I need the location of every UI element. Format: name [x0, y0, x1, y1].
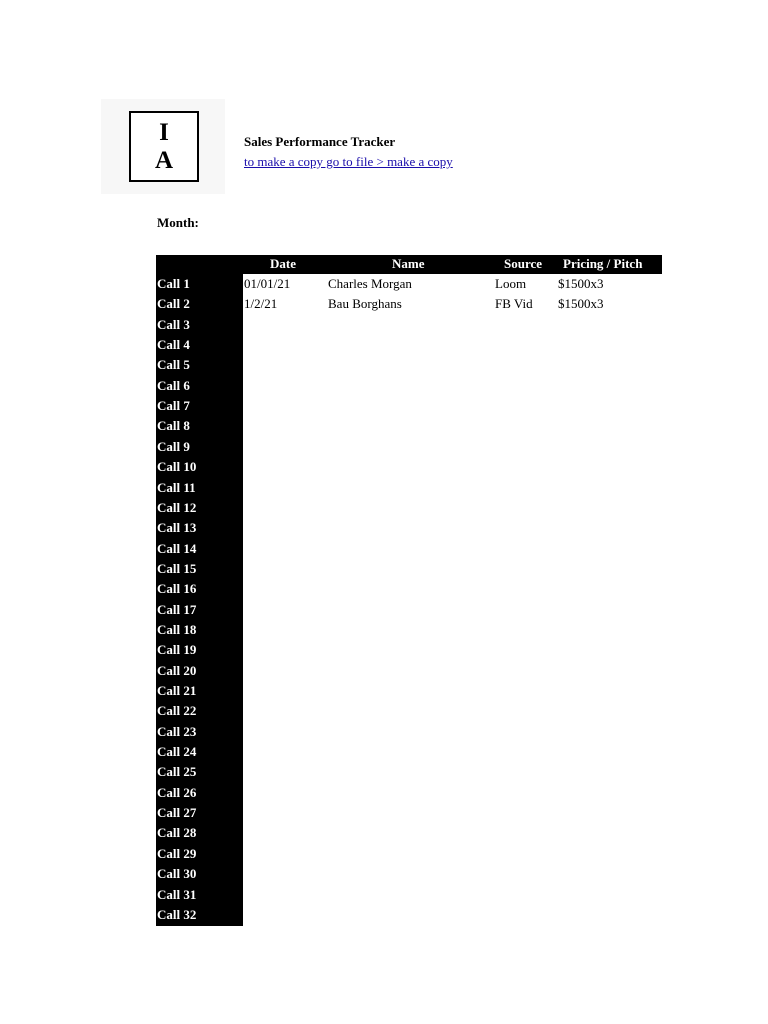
call-label: Call 8 [157, 418, 190, 434]
call-label: Call 15 [157, 560, 197, 576]
call-label: Call 2 [157, 296, 190, 312]
call-label: Call 1 [157, 276, 190, 291]
call-label: Call 28 [157, 825, 197, 841]
table-header [156, 255, 662, 274]
call-label: Call 6 [157, 377, 190, 393]
call-label: Call 32 [157, 906, 197, 922]
call-label: Call 13 [157, 520, 197, 536]
logo-letter-2: A [154, 146, 174, 174]
call-label: Call 25 [157, 764, 197, 780]
call-label: Call 19 [157, 642, 197, 658]
call-label: Call 17 [157, 601, 197, 617]
table-cell-source[interactable]: Loom [495, 276, 527, 291]
call-label: Call 11 [157, 479, 196, 495]
table-cell-pricing[interactable]: $1500x3 [558, 296, 604, 312]
month-label: Month: [157, 215, 199, 230]
table-cell-source[interactable]: FB Vid [495, 296, 533, 312]
table-cell-name[interactable]: Charles Morgan [328, 276, 412, 291]
call-label: Call 24 [157, 744, 197, 760]
call-label: Call 31 [157, 886, 197, 902]
table-cell-name[interactable]: Bau Borghans [328, 296, 402, 312]
call-label: Call 14 [157, 540, 197, 556]
header-name: Name [392, 256, 425, 271]
call-label: Call 4 [157, 337, 190, 353]
call-label: Call 9 [157, 438, 190, 454]
call-label: Call 21 [157, 683, 197, 698]
table-cell-date[interactable]: 1/2/21 [244, 296, 278, 312]
call-label: Call 12 [157, 499, 197, 515]
header-date: Date [270, 256, 296, 271]
call-label: Call 3 [157, 316, 190, 332]
logo-letter-1: I [159, 118, 169, 146]
call-label: Call 5 [157, 357, 190, 373]
header-pricing: Pricing / Pitch [563, 256, 643, 271]
table-cell-pricing[interactable]: $1500x3 [558, 276, 604, 291]
call-label: Call 22 [157, 703, 197, 719]
call-label: Call 27 [157, 805, 197, 821]
call-label: Call 20 [157, 662, 197, 678]
call-label: Call 10 [157, 459, 197, 475]
page-title: Sales Performance Tracker [244, 134, 396, 149]
call-label: Call 7 [157, 398, 190, 414]
call-label: Call 26 [157, 784, 197, 800]
make-copy-link[interactable]: to make a copy go to file > make a copy [244, 154, 453, 169]
call-label: Call 18 [157, 621, 197, 637]
call-label: Call 30 [157, 866, 197, 882]
call-label: Call 23 [157, 723, 197, 739]
table-cell-date[interactable]: 01/01/21 [244, 276, 291, 291]
call-label: Call 16 [157, 581, 197, 597]
call-label: Call 29 [157, 845, 197, 861]
logo [129, 111, 199, 182]
header-source: Source [504, 256, 543, 271]
